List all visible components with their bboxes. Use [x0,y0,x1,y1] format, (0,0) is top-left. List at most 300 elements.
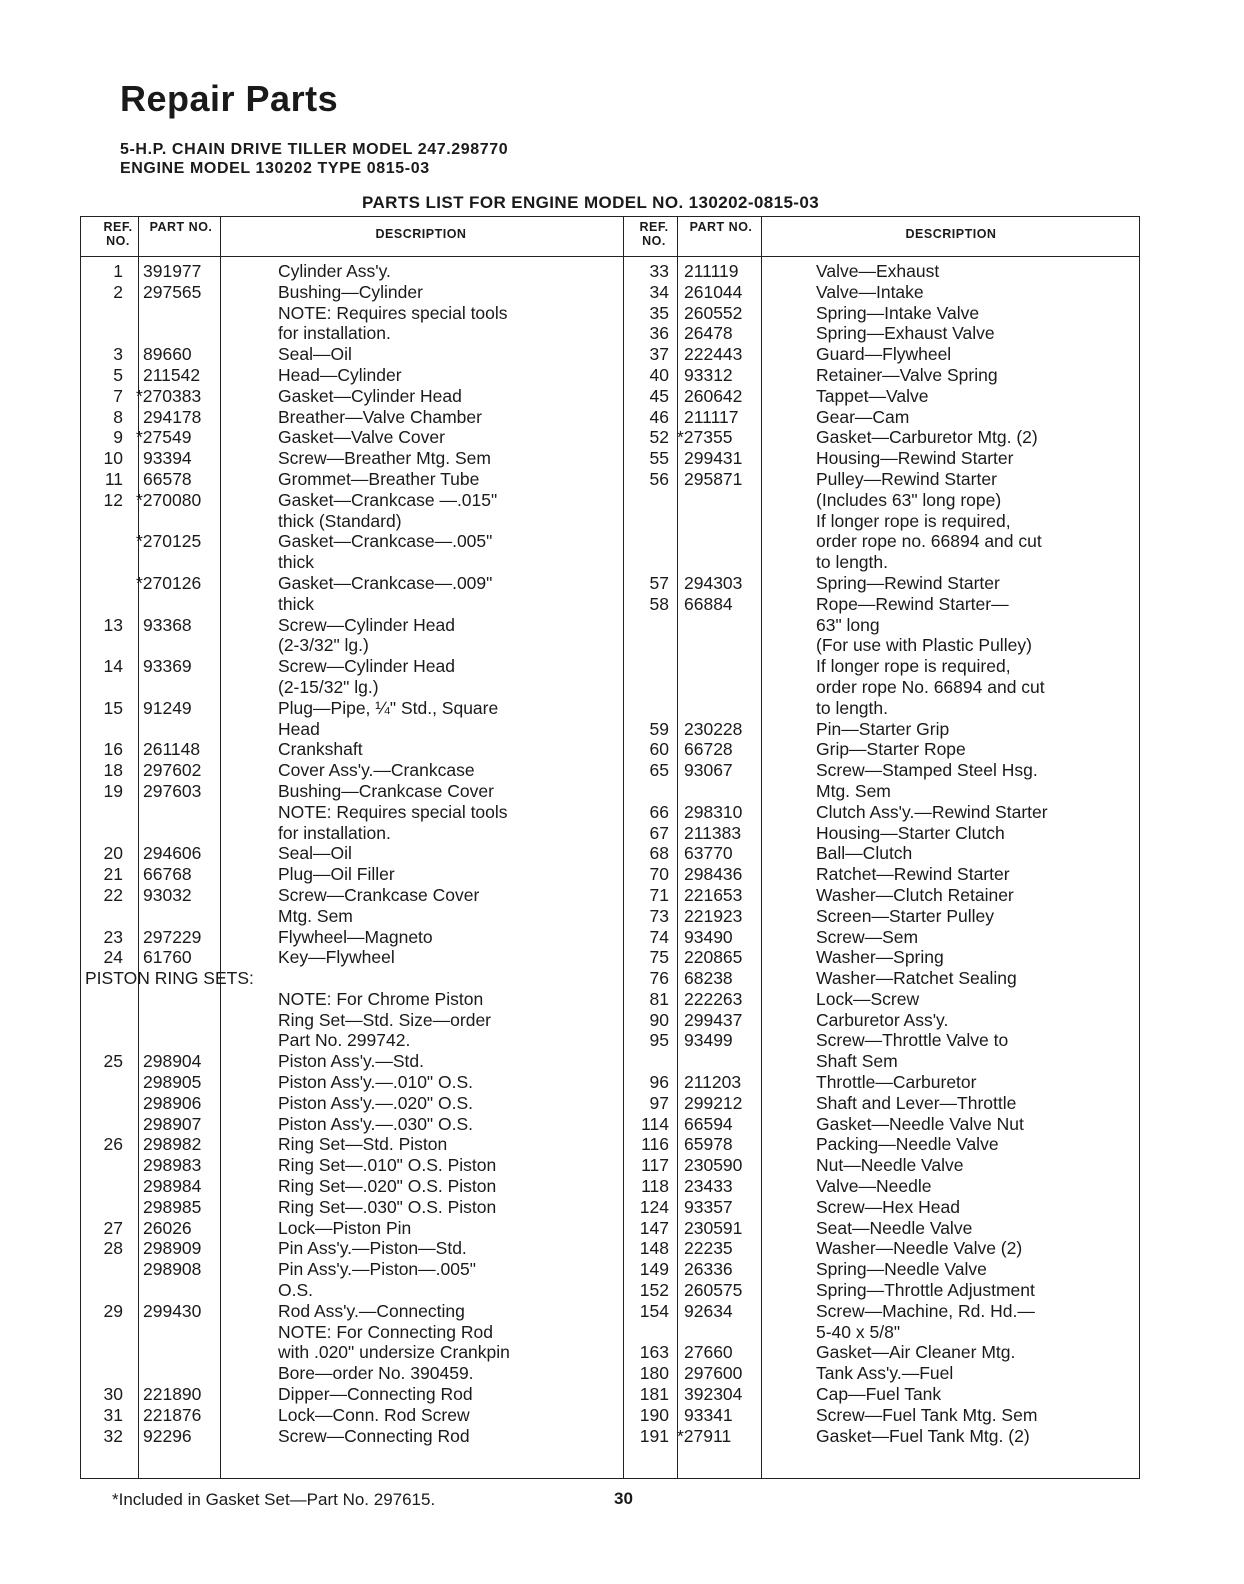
ref-number: 124 [639,1196,669,1217]
table-row [81,906,621,927]
part-number: 26026 [143,1217,192,1238]
table-row [623,802,1139,823]
ref-number: 36 [649,323,669,344]
part-description: thick [278,552,314,573]
ref-number: 60 [649,739,669,760]
ref-number: 37 [649,344,669,365]
part-description: Pin Ass'y.—Piston—Std. [278,1238,467,1259]
table-row [623,1197,1139,1218]
part-number: 298906 [143,1092,202,1113]
ref-number: 22 [103,884,123,905]
part-number: *270126 [136,572,202,593]
table-row [623,344,1139,365]
table-row [81,511,621,532]
part-number: 66728 [684,739,733,760]
table-row [81,1114,621,1135]
part-number: 92296 [143,1425,192,1446]
part-description: Piston Ass'y.—Std. [278,1051,424,1072]
table-row [623,531,1139,552]
part-description: NOTE: For Chrome Piston [278,988,484,1009]
table-row [623,947,1139,968]
table-row [623,1072,1139,1093]
part-number: 93369 [143,656,192,677]
part-number: 261044 [684,281,743,302]
table-row [623,656,1139,677]
part-number: 221653 [684,884,743,905]
part-description: (Includes 63" long rope) [816,489,1002,510]
part-number: 298310 [684,801,743,822]
table-row [623,1259,1139,1280]
part-description: Washer—Clutch Retainer [816,884,1014,905]
table-row [81,1238,621,1259]
part-number: 93032 [143,884,192,905]
part-number: *27911 [677,1425,732,1446]
table-row [81,303,621,324]
right-ref-header: REF. NO. [639,220,669,248]
table-row [81,615,621,636]
ref-number: 23 [103,926,123,947]
left-ref-header: REF. NO. [103,220,133,248]
part-description: Guard—Flywheel [816,344,952,365]
part-number: 392304 [684,1384,743,1405]
part-number: 66884 [684,593,733,614]
part-description: Packing—Needle Valve [816,1134,999,1155]
part-number: 299430 [143,1300,202,1321]
part-number: 66594 [684,1113,733,1134]
ref-number: 24 [103,947,123,968]
ref-number: 66 [649,801,669,822]
table-row [623,1114,1139,1135]
part-description: Throttle—Carburetor [816,1072,977,1093]
table-row [623,698,1139,719]
part-number: 230228 [684,718,743,739]
table-row [81,1176,621,1197]
part-description: Valve—Needle [816,1176,932,1197]
ref-number: 117 [641,1155,669,1176]
table-row [81,698,621,719]
part-description: Piston Ass'y.—.030" O.S. [278,1113,474,1134]
table-row [623,573,1139,594]
table-row [623,261,1139,282]
part-description: Gasket—Fuel Tank Mtg. (2) [816,1425,1030,1446]
tiller-model-subtitle: 5-H.P. CHAIN DRIVE TILLER MODEL 247.298770 [120,141,509,158]
ref-number: 35 [649,302,669,323]
table-row [81,739,621,760]
part-number: 298909 [143,1238,202,1259]
table-row [81,635,621,656]
part-number: 298436 [684,864,743,885]
ref-number: 13 [103,614,123,635]
ref-number: 27 [103,1217,123,1238]
part-description: Pin Ass'y.—Piston—.005" [278,1259,476,1280]
left-part-header: PART NO. [149,220,213,234]
part-description: order rope No. 66894 and cut [816,676,1045,697]
table-row [81,843,621,864]
ref-number: 56 [649,468,669,489]
ref-number: 18 [103,760,123,781]
part-description: Lock—Screw [816,988,920,1009]
part-description: Ring Set—Std. Size—order [278,1009,492,1030]
part-description: Head—Cylinder [278,364,402,385]
part-description: If longer rope is required, [816,656,1011,677]
part-number: *27549 [136,427,192,448]
part-description: Ring Set—.010" O.S. Piston [278,1155,497,1176]
table-row [623,323,1139,344]
ref-number: 114 [641,1113,669,1134]
table-row [623,823,1139,844]
ref-number: 33 [649,261,669,281]
ref-number: 1 [113,261,123,281]
part-description: Screw—Connecting Rod [278,1425,470,1446]
part-description: Crankshaft [278,739,363,760]
part-number: 298983 [143,1155,202,1176]
gasket-set-footnote: *Included in Gasket Set—Part No. 297615. [112,1490,436,1509]
ref-number: 3 [113,344,123,365]
part-number: 297565 [143,281,202,302]
part-description: Lock—Conn. Rod Screw [278,1404,470,1425]
part-number: 66578 [143,468,192,489]
table-row [81,1301,621,1322]
ref-number: 65 [649,760,669,781]
part-description: Washer—Ratchet Sealing [816,968,1017,989]
part-description: Valve—Intake [816,281,924,302]
part-description: Shaft Sem [816,1051,898,1072]
part-number: 91249 [143,697,192,718]
part-description: Ring Set—Std. Piston [278,1134,448,1155]
part-description: Part No. 299742. [278,1030,411,1051]
left-parts-list [81,261,621,1446]
part-description: Gasket—Crankcase—.009" [278,572,493,593]
ref-number: 34 [649,281,669,302]
part-number: 222443 [684,344,743,365]
table-row [81,885,621,906]
part-description: order rope no. 66894 and cut [816,531,1042,552]
part-description: Screw—Throttle Valve to [816,1030,1009,1051]
ref-number: 68 [649,843,669,864]
ref-number: 14 [103,656,123,677]
ref-number: 58 [649,593,669,614]
part-number: 93341 [684,1404,733,1425]
ref-number: 52 [649,427,669,448]
part-description: Bushing—Crankcase Cover [278,780,494,801]
ref-number: 11 [104,468,123,489]
table-row [81,656,621,677]
part-number: 92634 [684,1300,733,1321]
table-row [81,719,621,740]
ref-number: 32 [103,1425,123,1446]
part-description: Gear—Cam [816,406,910,427]
ref-number: 73 [649,905,669,926]
part-description: Ball—Clutch [816,843,913,864]
table-row [623,1218,1139,1239]
table-row [81,989,621,1010]
ref-number: 147 [639,1217,669,1238]
right-parts-list [623,261,1139,1446]
table-row [81,760,621,781]
part-number: 298907 [143,1113,202,1134]
part-number: 211203 [684,1072,742,1093]
table-row [623,1405,1139,1426]
part-number: 211542 [143,364,201,385]
table-row [81,947,621,968]
table-row [81,1010,621,1031]
part-description: Key—Flywheel [278,947,395,968]
part-description: Bushing—Cylinder [278,281,423,302]
table-row [81,1342,621,1363]
table-row [623,386,1139,407]
ref-number: 95 [649,1030,669,1051]
part-description: Breather—Valve Chamber [278,406,482,427]
part-number: 298985 [143,1196,202,1217]
part-description: Seal—Oil [278,843,352,864]
part-description: Gasket—Air Cleaner Mtg. [816,1342,1016,1363]
part-description: Screw—Fuel Tank Mtg. Sem [816,1404,1038,1425]
table-row [81,1384,621,1405]
part-description: Retainer—Valve Spring [816,364,998,385]
ref-number: 55 [649,448,669,469]
parts-table [80,216,1140,1479]
table-row [623,427,1139,448]
table-row [623,448,1139,469]
part-description: Washer—Spring [816,947,944,968]
table-row [623,1093,1139,1114]
table-row [623,1384,1139,1405]
table-row [81,1134,621,1155]
part-description: Mtg. Sem [278,905,353,926]
part-number: 261148 [143,739,201,760]
part-description: Gasket—Valve Cover [278,427,445,448]
part-number: *27355 [677,427,733,448]
table-row [623,968,1139,989]
part-description: Gasket—Needle Valve Nut [816,1113,1024,1134]
ref-number: 25 [103,1051,123,1072]
table-row [81,781,621,802]
part-number: 93368 [143,614,192,635]
table-row [81,1322,621,1343]
part-number: 211117 [684,406,739,427]
part-description: Screw—Breather Mtg. Sem [278,448,491,469]
part-number: 26336 [684,1259,733,1280]
table-row [81,1093,621,1114]
part-number: 298908 [143,1259,202,1280]
table-row [81,469,621,490]
part-description: Gasket—Cylinder Head [278,385,462,406]
part-number: 299437 [684,1009,743,1030]
part-description: for installation. [278,323,391,344]
part-description: NOTE: For Connecting Rod [278,1321,493,1342]
part-description: Housing—Starter Clutch [816,822,1005,843]
part-description: Ratchet—Rewind Starter [816,864,1010,885]
part-number: *270080 [136,489,202,510]
part-description: Screw—Crankcase Cover [278,884,480,905]
table-row [81,490,621,511]
part-description: Spring—Needle Valve [816,1259,987,1280]
part-description: Tank Ass'y.—Fuel [816,1363,954,1384]
ref-number: 20 [103,843,123,864]
table-row [81,864,621,885]
part-description: Cover Ass'y.—Crankcase [278,760,475,781]
ref-number: 116 [641,1134,669,1155]
part-description: Screw—Hex Head [816,1196,960,1217]
table-row [623,511,1139,532]
part-description: Tappet—Valve [816,385,929,406]
part-number: 260552 [684,302,743,323]
part-description: for installation. [278,822,391,843]
part-number: 221890 [143,1384,202,1405]
part-number: 294606 [143,843,202,864]
part-description: Carburetor Ass'y. [816,1009,949,1030]
ref-number: 19 [103,780,123,801]
ref-number: 26 [103,1134,123,1155]
part-number: 295871 [684,468,743,489]
ref-number: 90 [649,1009,669,1030]
part-number: 297229 [143,926,202,947]
ref-number: 181 [639,1384,669,1405]
part-description: (For use with Plastic Pulley) [816,635,1032,656]
ref-number: 71 [649,884,669,905]
ref-number: 16 [103,739,123,760]
part-description: to length. [816,697,888,718]
part-description: Screen—Starter Pulley [816,905,994,926]
part-number: 93067 [684,760,733,781]
table-row [81,1280,621,1301]
right-part-header: PART NO. [689,220,753,234]
right-description-header: DESCRIPTION [905,227,997,241]
part-description: Screw—Sem [816,926,919,947]
ref-number: 7 [113,385,123,406]
table-row [623,885,1139,906]
part-number: 298982 [143,1134,202,1155]
ref-number: 8 [113,406,123,427]
table-row [623,615,1139,636]
table-row [81,407,621,428]
engine-model-subtitle: ENGINE MODEL 130202 TYPE 0815-03 [120,160,430,177]
table-row [81,1363,621,1384]
part-description: Pulley—Rewind Starter [816,468,997,489]
table-row [81,531,621,552]
table-row [623,469,1139,490]
ref-number: 28 [103,1238,123,1259]
part-description: Plug—Pipe, ¼" Std., Square [278,697,499,718]
table-row [623,739,1139,760]
table-row [81,386,621,407]
part-description: Spring—Rewind Starter [816,572,1000,593]
part-description: Valve—Exhaust [816,261,940,281]
table-row [623,303,1139,324]
ref-number: 2 [113,281,123,302]
part-description: Bore—order No. 390459. [278,1363,474,1384]
part-number: 93357 [684,1196,733,1217]
table-row [623,1134,1139,1155]
part-number: 391977 [143,261,202,281]
part-number: 22235 [684,1238,733,1259]
part-number: 298984 [143,1176,202,1197]
part-number: *270125 [136,531,202,552]
part-description: Rope—Rewind Starter— [816,593,1009,614]
part-description: Flywheel—Magneto [278,926,433,947]
part-description: with .020" undersize Crankpin [278,1342,510,1363]
ref-number: 149 [639,1259,669,1280]
part-description: Shaft and Lever—Throttle [816,1092,1017,1113]
table-row [623,282,1139,303]
ref-number: 5 [113,364,123,385]
table-row [623,594,1139,615]
table-row [81,1072,621,1093]
table-row [623,1010,1139,1031]
part-number: 260642 [684,385,743,406]
ref-number: 10 [103,448,123,469]
ref-number: 15 [103,697,123,718]
table-row [623,989,1139,1010]
part-number: 93499 [684,1030,733,1051]
part-number: 27660 [684,1342,733,1363]
ref-number: 148 [639,1238,669,1259]
table-row [623,1322,1139,1343]
part-number: 211383 [684,822,742,843]
part-description: Gasket—Crankcase—.005" [278,531,493,552]
part-description: Screw—Cylinder Head [278,656,456,677]
ref-number: 12 [103,489,123,510]
part-number: 297600 [684,1363,743,1384]
table-row [81,1218,621,1239]
part-description: Gasket—Carburetor Mtg. (2) [816,427,1038,448]
table-row [623,1155,1139,1176]
ref-number: 191 [639,1425,669,1446]
ref-number: 152 [639,1280,669,1301]
ref-number: 67 [649,822,669,843]
left-description-header: DESCRIPTION [375,227,467,241]
part-number: 297603 [143,780,202,801]
part-description: Ring Set—.020" O.S. Piston [278,1176,497,1197]
ref-number: 74 [649,926,669,947]
part-description: Grip—Starter Rope [816,739,966,760]
part-number: 93490 [684,926,733,947]
part-description: Lock—Piston Pin [278,1217,412,1238]
ref-number: 57 [649,572,669,593]
ref-number: 81 [649,988,669,1009]
table-row [81,677,621,698]
part-description: NOTE: Requires special tools [278,302,508,323]
part-description: Nut—Needle Valve [816,1155,964,1176]
part-description: Spring—Throttle Adjustment [816,1280,1035,1301]
table-row [81,927,621,948]
table-row [81,1426,621,1447]
part-description: Washer—Needle Valve (2) [816,1238,1023,1259]
table-row [623,407,1139,428]
ref-number: 70 [649,864,669,885]
part-description: Head [278,718,320,739]
table-row [623,1176,1139,1197]
part-description: Housing—Rewind Starter [816,448,1014,469]
ref-number: 97 [649,1092,669,1113]
ref-number: 96 [649,1072,669,1093]
part-description: Piston Ass'y.—.020" O.S. [278,1092,474,1113]
part-description: Plug—Oil Filler [278,864,395,885]
part-number: 63770 [684,843,733,864]
table-row [81,594,621,615]
part-description: Screw—Cylinder Head [278,614,456,635]
page-title: Repair Parts [120,78,339,119]
part-description: thick (Standard) [278,510,402,531]
table-row [81,802,621,823]
part-description: Ring Set—.030" O.S. Piston [278,1196,497,1217]
part-number: 23433 [684,1176,733,1197]
table-row [81,365,621,386]
part-number: 93312 [684,364,733,385]
table-row [81,1259,621,1280]
table-row [81,1405,621,1426]
part-description: Cylinder Ass'y. [278,261,391,281]
